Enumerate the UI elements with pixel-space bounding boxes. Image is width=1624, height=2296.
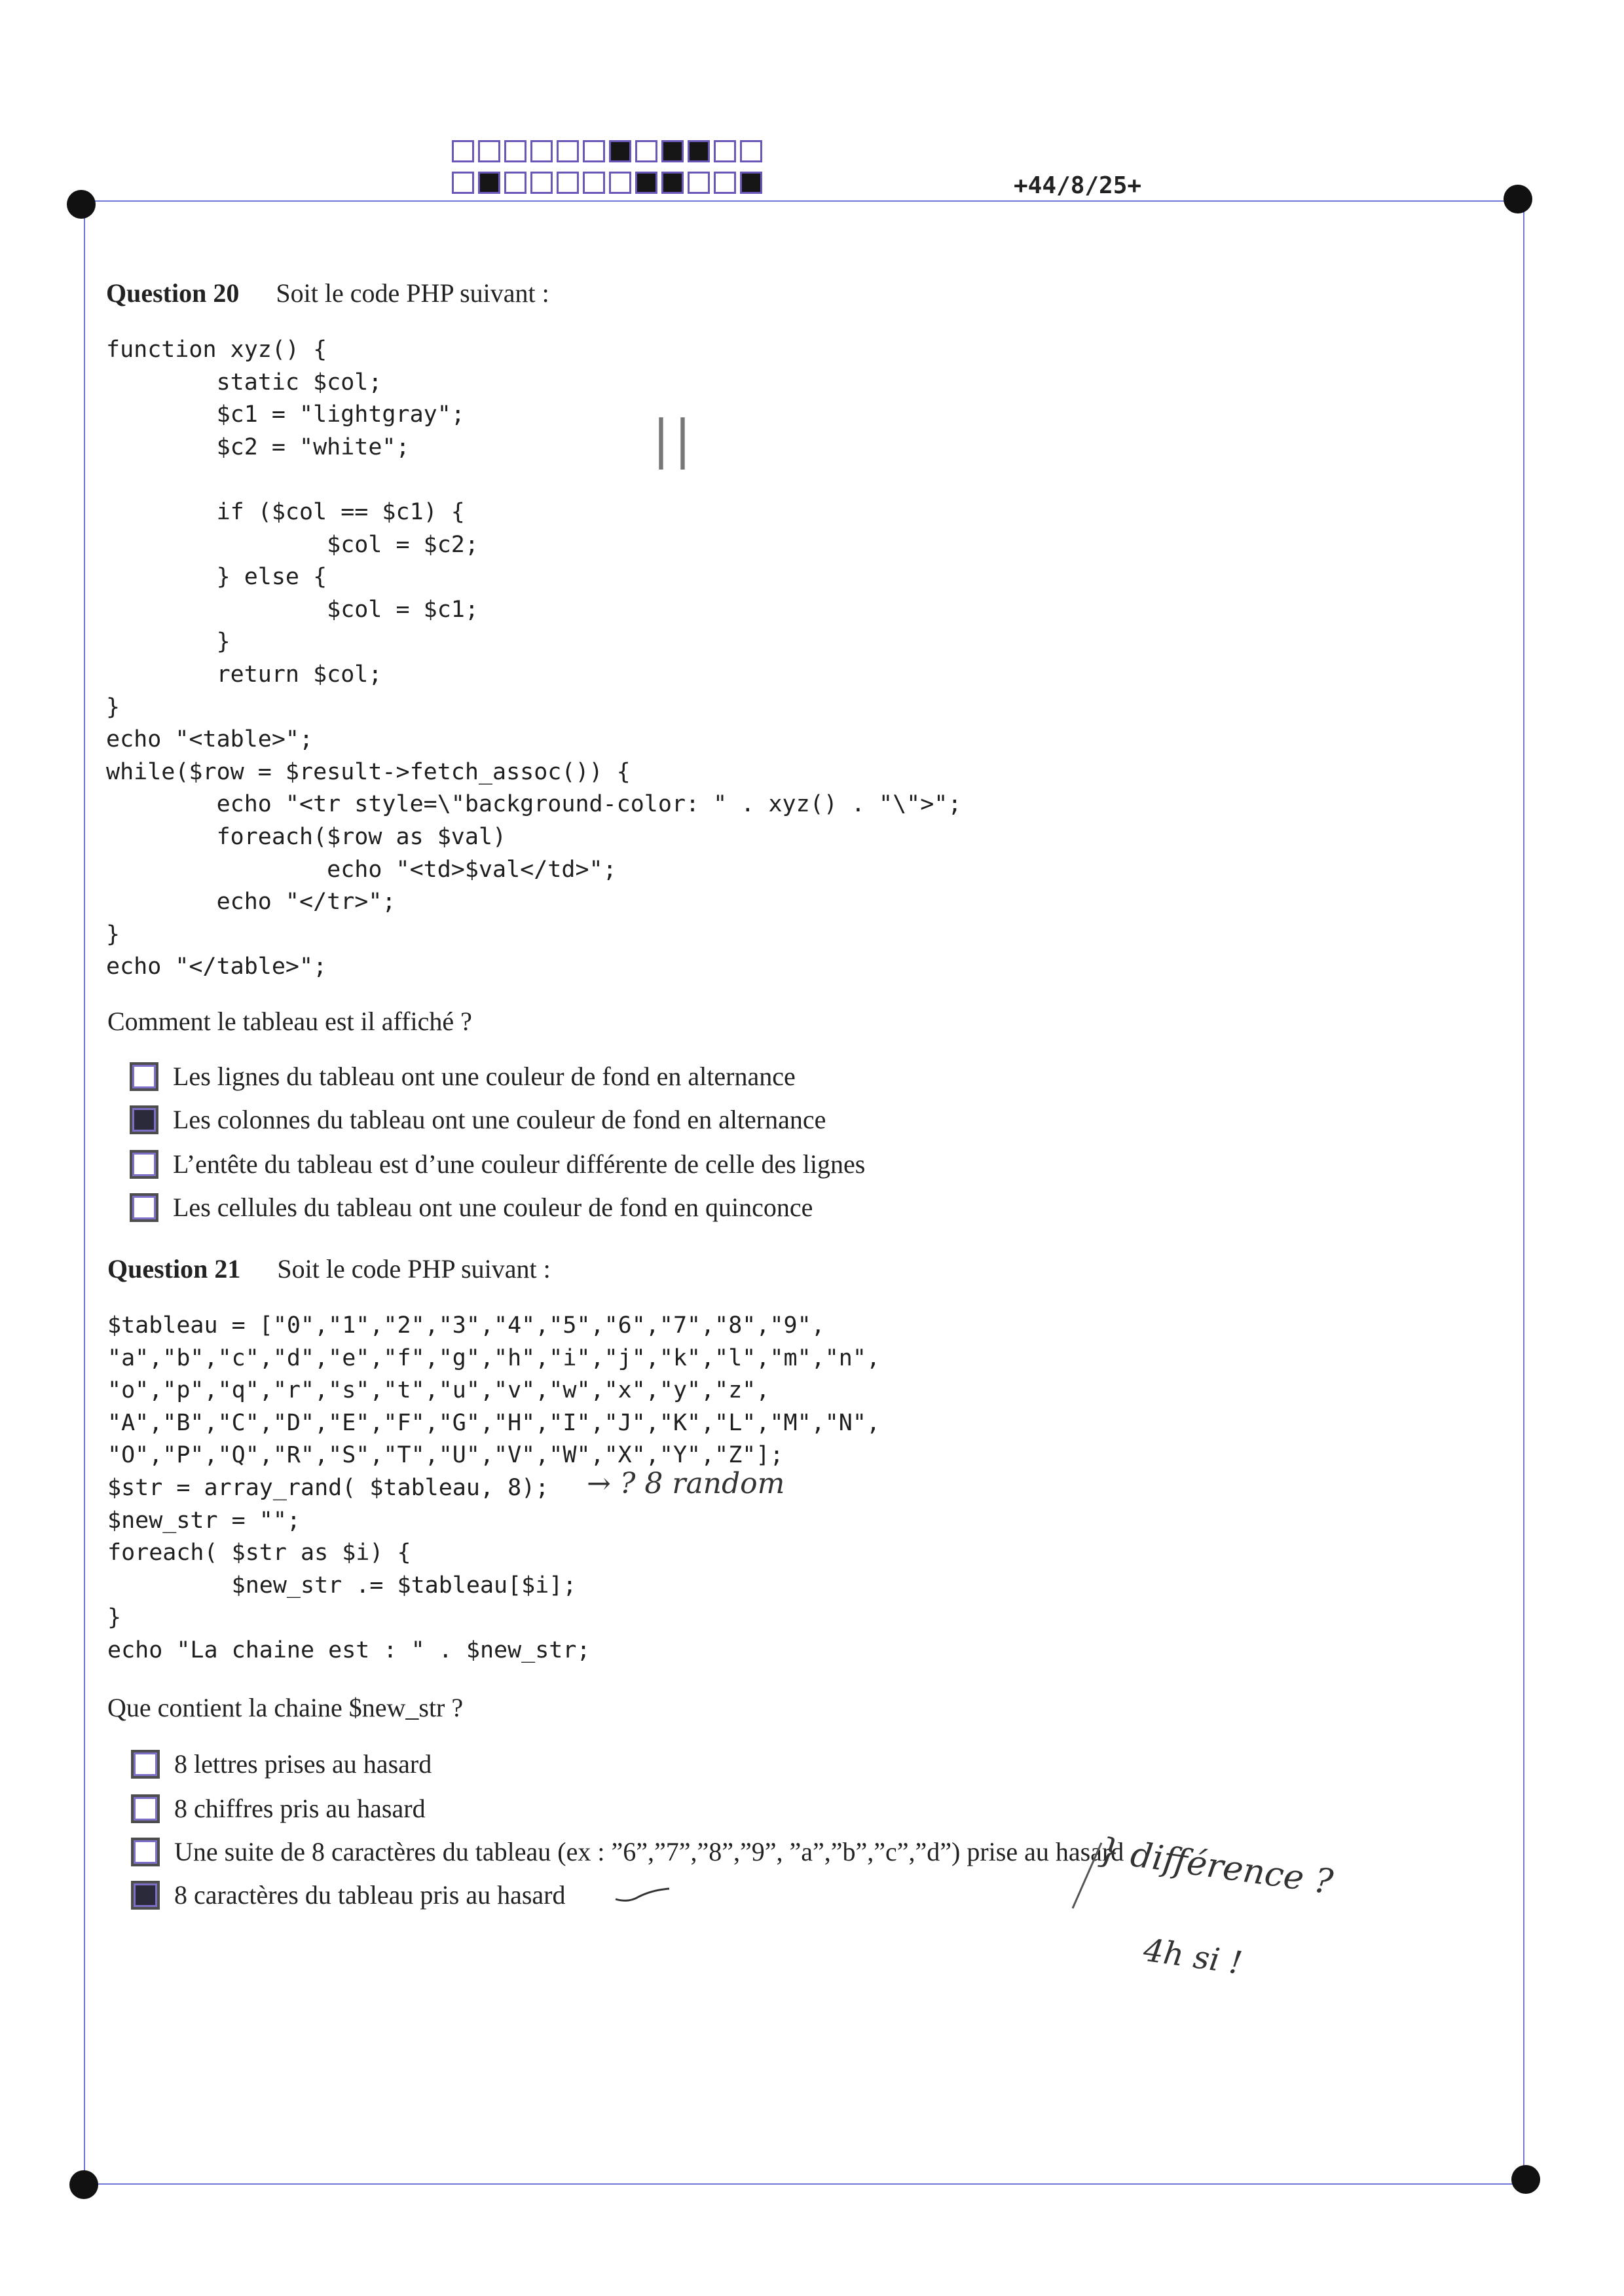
checkbox[interactable] (131, 1838, 160, 1866)
question-intro: Soit le code PHP suivant : (277, 1254, 551, 1284)
handwritten-marks: || (652, 409, 695, 470)
question-20-title (106, 278, 549, 308)
question-20-code: function xyz() { static $col; $c1 = "lightgray"; $c2 = "white"; if ($col == $c1) { $col = $c2; } else { $col = $c1; } return $col; } echo "<table>"; while($row = $result->fetch_assoc()) { echo "<tr style=\"background-color: " . xyz() . "\">"; foreach($row as $val) echo "<td>$val</td>"; echo "</tr>"; } echo "</table>"; (106, 337, 962, 980)
sheet-code: +44/8/25+ (1014, 172, 1142, 199)
checkbox[interactable] (131, 1794, 160, 1823)
question-21-code: $tableau = ["0","1","2","3","4","5","6","7","8","9", "a","b","c","d","e","f","g","h","i","j","k","l","m","n", "o","p","q","r","s","t","u","v","w","x","y","z", "A","B","C","D","E","F","G","H","I","J","K","L","M","N", "O","P","Q","R","S","T","U","V","W","X","Y","Z"]; $str = array_rand( $tableau, 8); $new_str = ""; foreach( $str as $i) { $new_str .= $tableau[$i]; } echo "La chaine est : " . $new_str; (107, 1312, 881, 1663)
answer-option[interactable] (131, 1879, 565, 1910)
answer-option[interactable] (130, 1104, 826, 1135)
checkbox[interactable] (130, 1062, 158, 1091)
checkbox[interactable] (130, 1193, 158, 1222)
option-label: 8 chiffres pris au hasard (174, 1794, 426, 1823)
handwritten-check-mark (613, 1877, 672, 1906)
handwritten-note-difference: } différence ? (1096, 1830, 1335, 1902)
handwritten-note-si: 4h si ! (1141, 1931, 1245, 1982)
checkbox-checked[interactable] (131, 1881, 160, 1910)
option-label: Les lignes du tableau ont une couleur de fond en alternance (173, 1062, 796, 1091)
question-20-prompt: Comment le tableau est il affiché ? (107, 1007, 472, 1036)
answer-option[interactable] (131, 1836, 1124, 1867)
answer-option[interactable] (130, 1061, 796, 1092)
option-label: Les colonnes du tableau ont une couleur de fond en alternance (173, 1105, 826, 1134)
question-label: Question 21 (107, 1254, 241, 1284)
answer-option[interactable] (131, 1749, 432, 1779)
id-boxes-row-2 (452, 172, 766, 194)
checkbox[interactable] (130, 1150, 158, 1179)
option-label: Les cellules du tableau ont une couleur de fond en quinconce (173, 1193, 813, 1222)
corner-dot-top-right (1504, 185, 1532, 213)
question-label: Question 20 (106, 278, 240, 308)
id-boxes-row-1 (452, 140, 766, 162)
checkbox[interactable] (131, 1750, 160, 1779)
question-intro: Soit le code PHP suivant : (276, 278, 549, 308)
answer-option[interactable] (130, 1149, 865, 1179)
handwritten-note-random: → ? 8 random (587, 1467, 785, 1500)
corner-dot-bottom-right (1511, 2165, 1540, 2194)
corner-dot-bottom-left (69, 2170, 98, 2199)
option-label: 8 lettres prises au hasard (174, 1749, 432, 1779)
option-label: Une suite de 8 caractères du tableau (ex : ”6”,”7”,”8”,”9”, ”a”,”b”,”c”,”d”) prise au hasard (174, 1837, 1124, 1866)
option-label: L’entête du tableau est d’une couleur différente de celle des lignes (173, 1149, 866, 1179)
answer-option[interactable] (131, 1793, 426, 1824)
answer-option[interactable] (130, 1192, 813, 1223)
corner-dot-top-left (67, 190, 96, 219)
question-21-prompt: Que contient la chaine $new_str ? (107, 1693, 464, 1722)
question-21-title (107, 1253, 551, 1284)
handwritten-slash (1067, 1840, 1107, 1912)
checkbox-checked[interactable] (130, 1105, 158, 1134)
option-label: 8 caractères du tableau pris au hasard (174, 1880, 566, 1910)
